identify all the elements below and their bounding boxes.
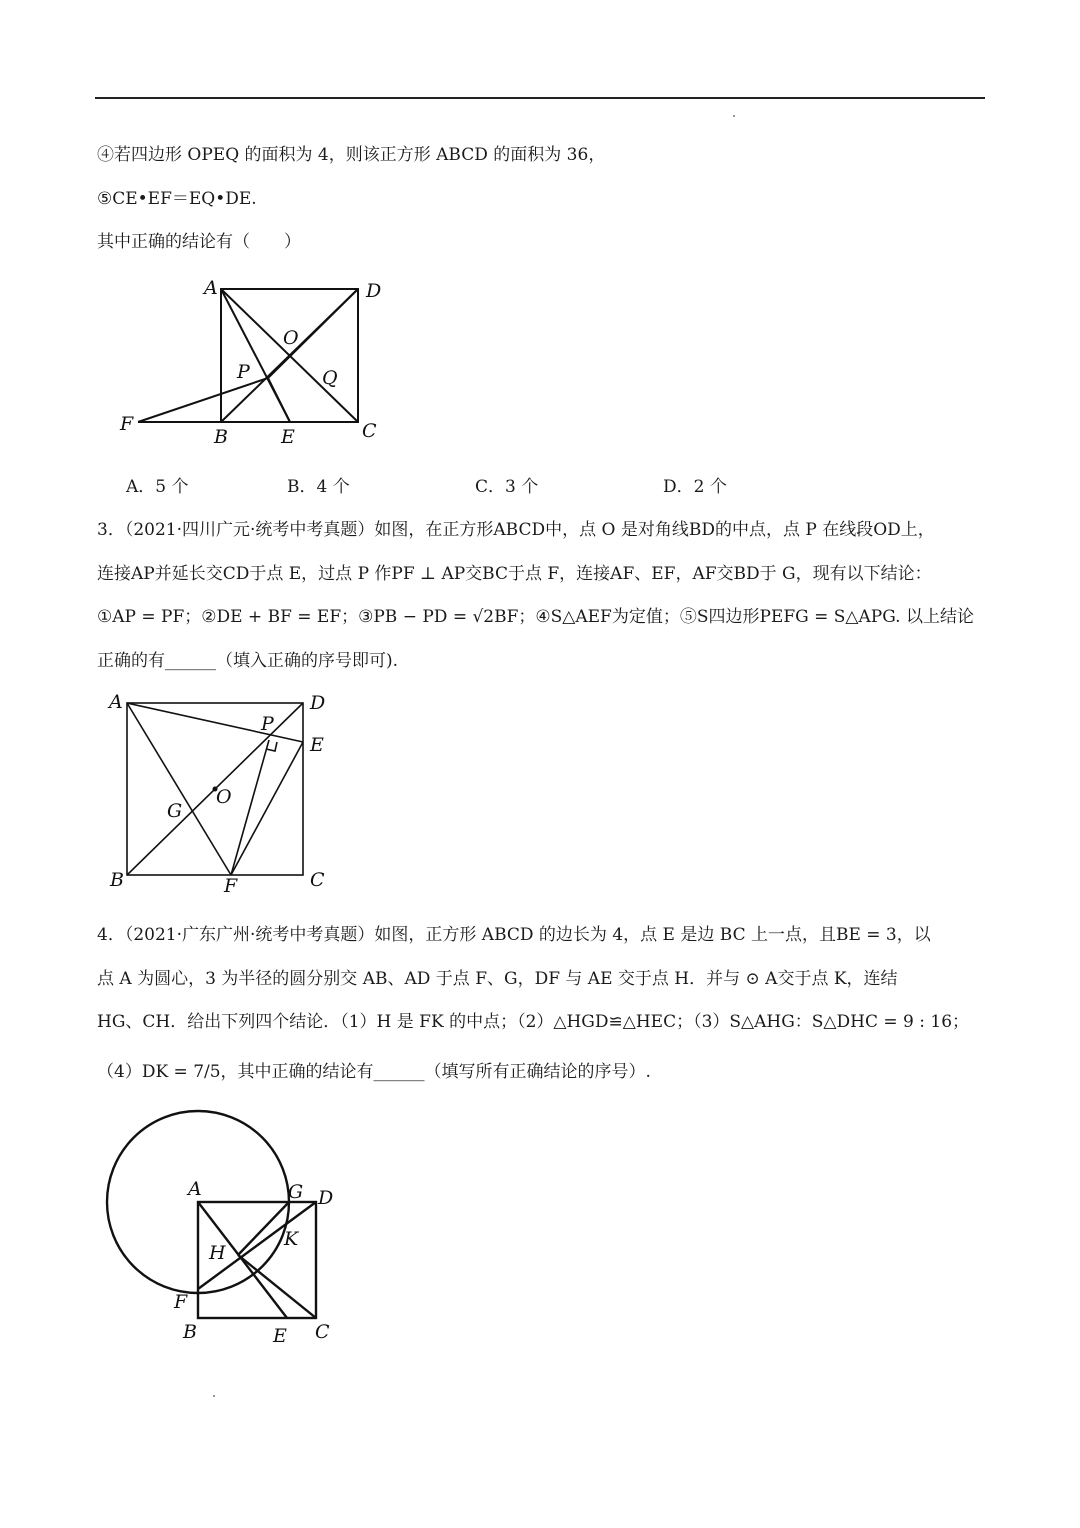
q2-option-a: A．5 个	[126, 477, 189, 497]
q3-label-B: B	[110, 869, 124, 891]
q2-option-b: B．4 个	[287, 477, 350, 497]
q2-label-E: E	[281, 426, 295, 448]
scan-speck-bottom	[213, 1395, 215, 1397]
q2-prompt: 其中正确的结论有（ ）	[97, 232, 301, 252]
q3-label-C: C	[310, 869, 325, 891]
q2-label-B: B	[214, 426, 228, 448]
q4-label-C: C	[315, 1321, 330, 1343]
q2-label-P: P	[237, 361, 250, 383]
q3-stem-line-3: ①AP = PF；②DE + BF = EF；③PB − PD = √2BF；④S△AEF为定值；⑤S四边形PEFG = S△APG. 以上结论	[97, 607, 974, 627]
q2-option-c: C．3 个	[475, 477, 539, 497]
q2-condition-4: ④若四边形 OPEQ 的面积为 4，则该正方形 ABCD 的面积为 36，	[97, 145, 606, 165]
q3-label-E: E	[310, 734, 324, 756]
q4-stem-line-2: 点 A 为圆心，3 为半径的圆分别交 AB、AD 于点 F、G，DF 与 AE 交于点 H．并与 ⊙ A交于点 K，连结	[97, 969, 898, 989]
q4-stem-line-3: HG、CH．给出下列四个结论．（1）H 是 FK 的中点；（2）△HGD≌△HEC；（3）S△AHG：S△DHC = 9 : 16；	[97, 1012, 970, 1032]
q4-label-D: D	[318, 1187, 334, 1209]
q2-label-F: F	[120, 413, 134, 435]
q3-label-O: O	[216, 786, 232, 808]
q4-label-F: F	[174, 1291, 188, 1313]
q2-condition-5: ⑤CE•EF＝EQ•DE.	[97, 189, 257, 209]
q4-label-G: G	[288, 1181, 304, 1203]
q4-stem-line-4: （4）DK = 7/5，其中正确的结论有______（填写所有正确结论的序号）.	[97, 1062, 651, 1082]
q4-label-B: B	[183, 1321, 197, 1343]
q2-label-C: C	[362, 420, 377, 442]
q2-label-A: A	[204, 277, 218, 299]
q4-label-H: H	[209, 1242, 226, 1264]
q3-label-A: A	[109, 691, 123, 713]
q3-stem-line-1: 3．（2021·四川广元·统考中考真题）如图，在正方形ABCD中，点 O 是对角线BD的中点，点 P 在线段OD上，	[97, 520, 935, 540]
q3-stem-line-4: 正确的有______（填入正确的序号即可).	[97, 651, 399, 671]
q2-label-D: D	[366, 280, 382, 302]
q4-label-E: E	[273, 1325, 287, 1347]
q2-label-O: O	[283, 327, 299, 349]
q4-stem-line-1: 4．（2021·广东广州·统考中考真题）如图，正方形 ABCD 的边长为 4，点 E 是边 BC 上一点，且BE = 3，以	[97, 925, 931, 945]
q4-label-A: A	[188, 1178, 202, 1200]
q3-stem-line-2: 连接AP并延长交CD于点 E，过点 P 作PF ⊥ AP交BC于点 F，连接AF、EF，AF交BD于 G，现有以下结论：	[97, 564, 932, 584]
q3-label-P: P	[261, 713, 274, 735]
q3-label-D: D	[310, 692, 326, 714]
q2-option-d: D．2 个	[663, 477, 727, 497]
q3-label-G: G	[167, 800, 183, 822]
q4-label-K: K	[284, 1228, 299, 1250]
q3-label-F: F	[224, 875, 238, 897]
q2-label-Q: Q	[322, 367, 338, 389]
